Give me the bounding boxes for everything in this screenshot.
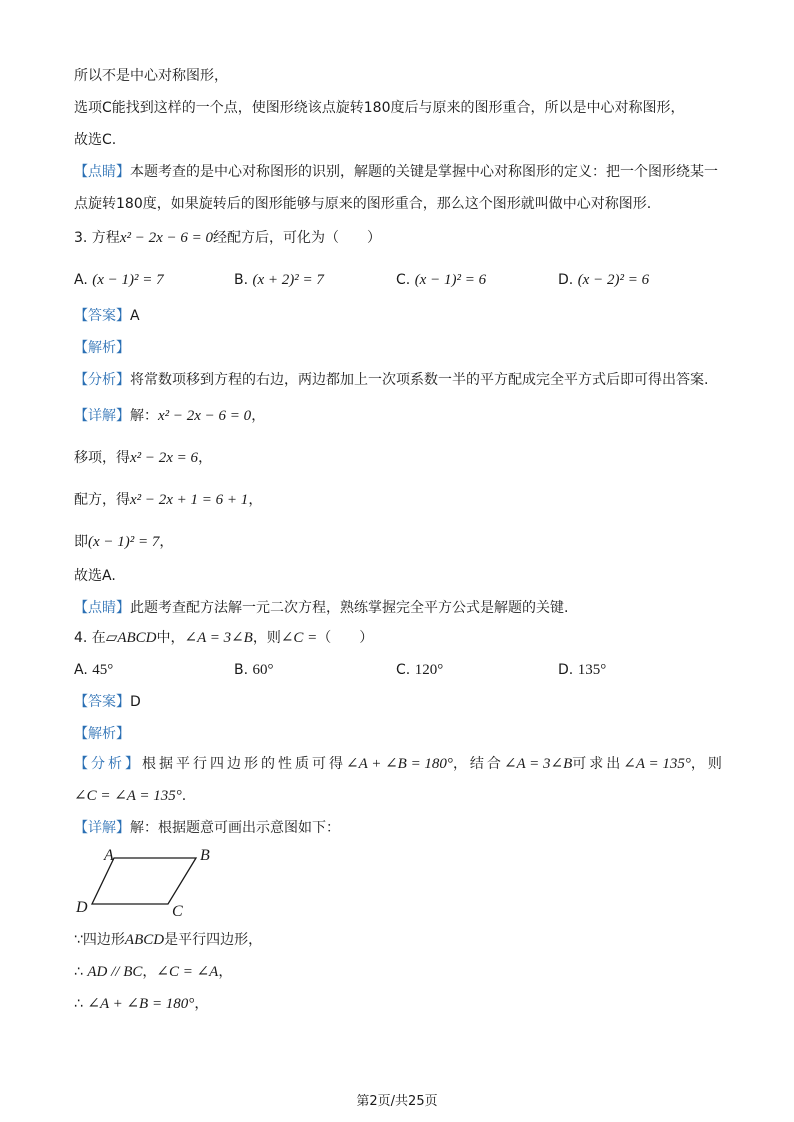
q4-option-c: C. 120°	[396, 662, 444, 678]
q4-proof-1: ∵四边形ABCD是平行四边形，	[74, 932, 263, 948]
page-footer: 第2页/共25页	[356, 1094, 438, 1109]
q3-option-c: C. (x − 1)² = 6	[396, 272, 487, 288]
text-line: 故选C.	[74, 132, 117, 148]
vertex-label-c: C	[172, 903, 183, 920]
text-line: 点旋转180度，如果旋转后的图形能够与原来的图形重合，那么这个图形就叫做中心对称图形.	[74, 196, 652, 212]
q3-fenxi: 【分析】将常数项移到方程的右边，两边都加上一次项系数一半的平方配成完全平方式后即可得出答案.	[74, 372, 709, 388]
q4-option-d: D. 135°	[558, 662, 607, 678]
vertex-label-a: A	[104, 847, 114, 864]
q3-answer: 【答案】A	[74, 308, 140, 324]
question-3: 3. 方程x² − 2x − 6 = 0经配方后，可化为（ ）	[74, 230, 381, 246]
q3-detail: 【详解】解：x² − 2x − 6 = 0，	[74, 408, 266, 424]
q4-answer: 【答案】D	[74, 694, 141, 710]
question-4: 4. 在▱ABCD中，∠A = 3∠B，则∠C =（ ）	[74, 630, 374, 646]
q3-option-a: A. (x − 1)² = 7	[74, 272, 164, 288]
vertex-label-d: D	[76, 899, 88, 916]
q3-step-2: 配方，得x² − 2x + 1 = 6 + 1，	[74, 492, 263, 508]
q4-fenxi: 【分析】根据平行四边形的性质可得∠A + ∠B = 180°，结合∠A = 3∠B可求出∠A = 135°，则	[74, 756, 725, 772]
q4-proof-3: ∴ ∠A + ∠B = 180°，	[74, 996, 209, 1012]
q3-option-d: D. (x − 2)² = 6	[558, 272, 650, 288]
text-line: 【点睛】本题考查的是中心对称图形的识别，解题的关键是掌握中心对称图形的定义：把一个图形绕某一	[74, 164, 718, 180]
q3-dianjing: 【点睛】此题考查配方法解一元二次方程，熟练掌握完全平方公式是解题的关键.	[74, 600, 569, 616]
q4-fenxi-cont: ∠C = ∠A = 135°.	[74, 788, 187, 804]
q4-proof-2: ∴ AD // BC，∠C = ∠A，	[74, 964, 233, 980]
q3-option-b: B. (x + 2)² = 7	[234, 272, 324, 288]
text-line: 所以不是中心对称图形，	[74, 68, 228, 84]
q3-conclusion: 故选A.	[74, 568, 116, 584]
q3-step-3: 即(x − 1)² = 7，	[74, 534, 174, 550]
vertex-label-b: B	[200, 847, 210, 864]
q4-detail: 【详解】解：根据题意可画出示意图如下：	[74, 820, 340, 836]
q4-option-a: A. 45°	[74, 662, 114, 678]
parallelogram-diagram	[70, 842, 230, 922]
q4-analysis-tag: 【解析】	[74, 726, 130, 742]
q3-analysis-tag: 【解析】	[74, 340, 130, 356]
q4-option-b: B. 60°	[234, 662, 274, 678]
q3-step-1: 移项，得x² − 2x = 6，	[74, 450, 213, 466]
text-line: 选项C能找到这样的一个点，使图形绕该点旋转180度后与原来的图形重合，所以是中心对称图形，	[74, 100, 685, 116]
parallelogram-shape	[92, 858, 196, 904]
